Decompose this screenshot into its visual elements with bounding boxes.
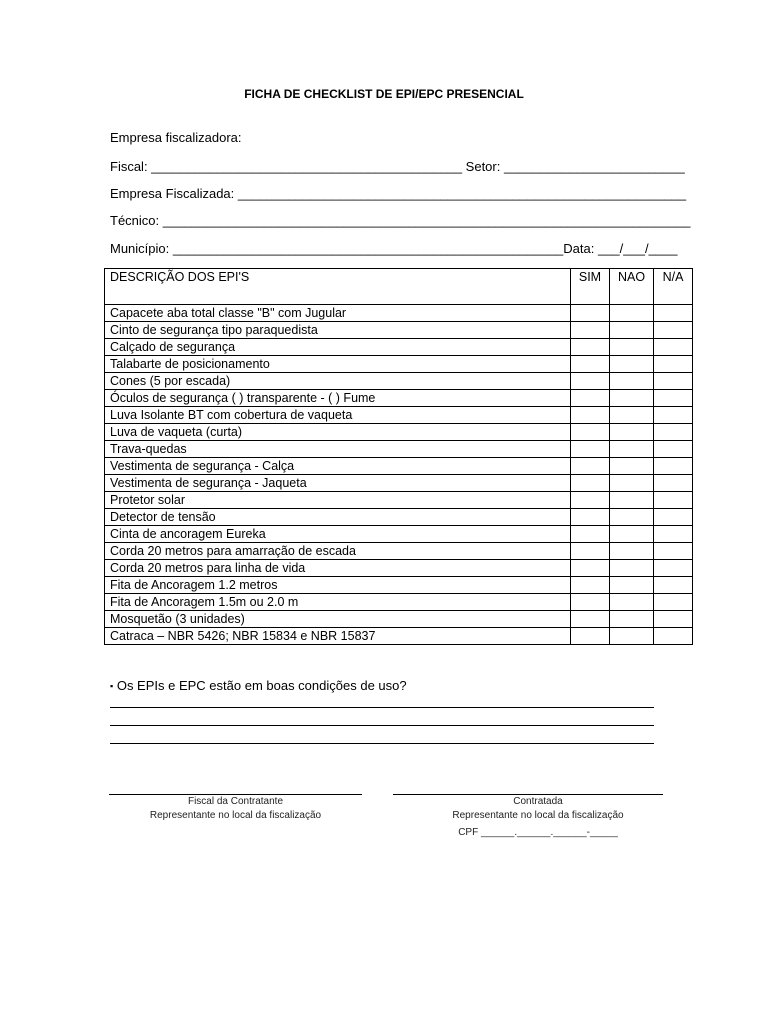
checkbox-cell-na[interactable]	[654, 611, 693, 628]
checkbox-cell-sim[interactable]	[571, 356, 610, 373]
checkbox-cell-na[interactable]	[654, 594, 693, 611]
checkbox-cell-na[interactable]	[654, 424, 693, 441]
checkbox-cell-na[interactable]	[654, 458, 693, 475]
checkbox-cell-nao[interactable]	[610, 339, 654, 356]
answer-line-2[interactable]	[110, 725, 654, 726]
checkbox-cell-nao[interactable]	[610, 611, 654, 628]
checkbox-cell-na[interactable]	[654, 441, 693, 458]
answer-line-1[interactable]	[110, 707, 654, 708]
fiscal-setor-field[interactable]: Fiscal: ___________________________________________ Setor: _________________________	[110, 159, 685, 174]
contratada-signature-title: Contratada	[513, 796, 563, 807]
epi-description-cell: Óculos de segurança ( ) transparente - ( ) Fume	[105, 390, 571, 407]
epi-description-cell: Mosquetão (3 unidades)	[105, 611, 571, 628]
checkbox-cell-na[interactable]	[654, 407, 693, 424]
checkbox-cell-sim[interactable]	[571, 611, 610, 628]
checkbox-cell-sim[interactable]	[571, 543, 610, 560]
contratante-signature-subtitle: Representante no local da fiscalização	[149, 810, 322, 821]
contratada-cpf-field[interactable]: CPF ______.______.______-_____	[458, 827, 618, 838]
checkbox-cell-nao[interactable]	[610, 543, 654, 560]
table-row	[105, 339, 693, 356]
contratada-signature-subtitle: Representante no local da fiscalização	[452, 810, 624, 821]
checkbox-cell-na[interactable]	[654, 305, 693, 322]
checkbox-cell-sim[interactable]	[571, 526, 610, 543]
epi-description-cell: Detector de tensão	[105, 509, 571, 526]
checkbox-cell-na[interactable]	[654, 577, 693, 594]
empresa-fiscalizadora-field[interactable]: Empresa fiscalizadora:	[110, 130, 242, 145]
epi-description-cell: Catraca – NBR 5426; NBR 15834 e NBR 15837	[105, 628, 571, 645]
epi-description-cell: Corda 20 metros para linha de vida	[105, 560, 571, 577]
table-row	[105, 373, 693, 390]
table-row	[105, 390, 693, 407]
checkbox-cell-nao[interactable]	[610, 594, 654, 611]
checkbox-cell-na[interactable]	[654, 339, 693, 356]
epi-description-cell: Luva Isolante BT com cobertura de vaqueta	[105, 407, 571, 424]
checkbox-cell-nao[interactable]	[610, 390, 654, 407]
checkbox-cell-sim[interactable]	[571, 509, 610, 526]
checkbox-cell-nao[interactable]	[610, 577, 654, 594]
checkbox-cell-sim[interactable]	[571, 475, 610, 492]
epi-description-cell: Cinta de ancoragem Eureka	[105, 526, 571, 543]
table-row	[105, 424, 693, 441]
table-row	[105, 407, 693, 424]
header-sim: SIM	[571, 269, 610, 305]
table-row	[105, 560, 693, 577]
checkbox-cell-na[interactable]	[654, 390, 693, 407]
checkbox-cell-nao[interactable]	[610, 373, 654, 390]
epi-description-cell: Vestimenta de segurança - Jaqueta	[105, 475, 571, 492]
epi-description-cell: Trava-quedas	[105, 441, 571, 458]
contratante-signature-title: Fiscal da Contratante	[187, 796, 284, 807]
table-row	[105, 322, 693, 339]
checkbox-cell-nao[interactable]	[610, 424, 654, 441]
epi-description-cell: Vestimenta de segurança - Calça	[105, 458, 571, 475]
checkbox-cell-nao[interactable]	[610, 441, 654, 458]
checkbox-cell-sim[interactable]	[571, 441, 610, 458]
checkbox-cell-sim[interactable]	[571, 492, 610, 509]
checkbox-cell-na[interactable]	[654, 543, 693, 560]
epi-description-cell: Talabarte de posicionamento	[105, 356, 571, 373]
checkbox-cell-sim[interactable]	[571, 577, 610, 594]
table-row	[105, 441, 693, 458]
epi-description-cell: Luva de vaqueta (curta)	[105, 424, 571, 441]
empresa-fiscalizada-field[interactable]: Empresa Fiscalizada: ______________________________________________________________	[110, 186, 687, 201]
checkbox-cell-sim[interactable]	[571, 594, 610, 611]
checkbox-cell-nao[interactable]	[610, 628, 654, 645]
checkbox-cell-na[interactable]	[654, 628, 693, 645]
checkbox-cell-na[interactable]	[654, 356, 693, 373]
checkbox-cell-nao[interactable]	[610, 560, 654, 577]
contratante-signature-line[interactable]	[109, 794, 362, 795]
checkbox-cell-nao[interactable]	[610, 305, 654, 322]
checkbox-cell-nao[interactable]	[610, 356, 654, 373]
table-row	[105, 356, 693, 373]
contratada-signature-line[interactable]	[393, 794, 663, 795]
epi-checklist-table	[104, 268, 693, 645]
checkbox-cell-nao[interactable]	[610, 475, 654, 492]
checkbox-cell-nao[interactable]	[610, 322, 654, 339]
condition-question-text: Os EPIs e EPC estão em boas condições de uso?	[116, 678, 407, 693]
epi-description-cell: Protetor solar	[105, 492, 571, 509]
checkbox-cell-nao[interactable]	[610, 407, 654, 424]
checkbox-cell-na[interactable]	[654, 509, 693, 526]
checkbox-cell-sim[interactable]	[571, 407, 610, 424]
epi-description-cell: Cones (5 por escada)	[105, 373, 571, 390]
table-row	[105, 509, 693, 526]
answer-line-3[interactable]	[110, 743, 654, 744]
table-row	[105, 543, 693, 560]
checkbox-cell-na[interactable]	[654, 492, 693, 509]
checkbox-cell-na[interactable]	[654, 526, 693, 543]
checkbox-cell-nao[interactable]	[610, 458, 654, 475]
checkbox-cell-sim[interactable]	[571, 390, 610, 407]
table-row	[105, 492, 693, 509]
header-na: N/A	[654, 269, 693, 305]
form-title: FICHA DE CHECKLIST DE EPI/EPC PRESENCIAL	[244, 87, 524, 101]
checkbox-cell-sim[interactable]	[571, 560, 610, 577]
table-row	[105, 577, 693, 594]
square-bullet-icon: ▪	[110, 681, 114, 691]
checkbox-cell-sim[interactable]	[571, 305, 610, 322]
checkbox-cell-nao[interactable]	[610, 526, 654, 543]
checkbox-cell-sim[interactable]	[571, 322, 610, 339]
checkbox-cell-sim[interactable]	[571, 628, 610, 645]
checkbox-cell-nao[interactable]	[610, 492, 654, 509]
tecnico-field[interactable]: Técnico: _________________________________________________________________________	[110, 213, 691, 228]
municipio-data-field[interactable]: Município: ______________________________________________________Data: ___/___/____	[110, 241, 678, 256]
table-row	[105, 305, 693, 322]
table-header-row	[105, 269, 693, 305]
checkbox-cell-na[interactable]	[654, 560, 693, 577]
table-row	[105, 526, 693, 543]
condition-question	[110, 678, 407, 693]
checkbox-cell-na[interactable]	[654, 373, 693, 390]
epi-description-cell: Cinto de segurança tipo paraquedista	[105, 322, 571, 339]
checkbox-cell-na[interactable]	[654, 475, 693, 492]
checkbox-cell-sim[interactable]	[571, 373, 610, 390]
checkbox-cell-sim[interactable]	[571, 458, 610, 475]
epi-description-cell: Calçado de segurança	[105, 339, 571, 356]
epi-description-cell: Capacete aba total classe "B" com Jugular	[105, 305, 571, 322]
header-nao: NAO	[610, 269, 654, 305]
table-row	[105, 611, 693, 628]
epi-description-cell: Corda 20 metros para amarração de escada	[105, 543, 571, 560]
epi-description-cell: Fita de Ancoragem 1.2 metros	[105, 577, 571, 594]
table-row	[105, 458, 693, 475]
epi-description-cell: Fita de Ancoragem 1.5m ou 2.0 m	[105, 594, 571, 611]
header-descricao: DESCRIÇÃO DOS EPI'S	[105, 269, 571, 305]
table-row	[105, 475, 693, 492]
table-row	[105, 628, 693, 645]
checkbox-cell-na[interactable]	[654, 322, 693, 339]
checkbox-cell-sim[interactable]	[571, 424, 610, 441]
checkbox-cell-sim[interactable]	[571, 339, 610, 356]
table-row	[105, 594, 693, 611]
checkbox-cell-nao[interactable]	[610, 509, 654, 526]
